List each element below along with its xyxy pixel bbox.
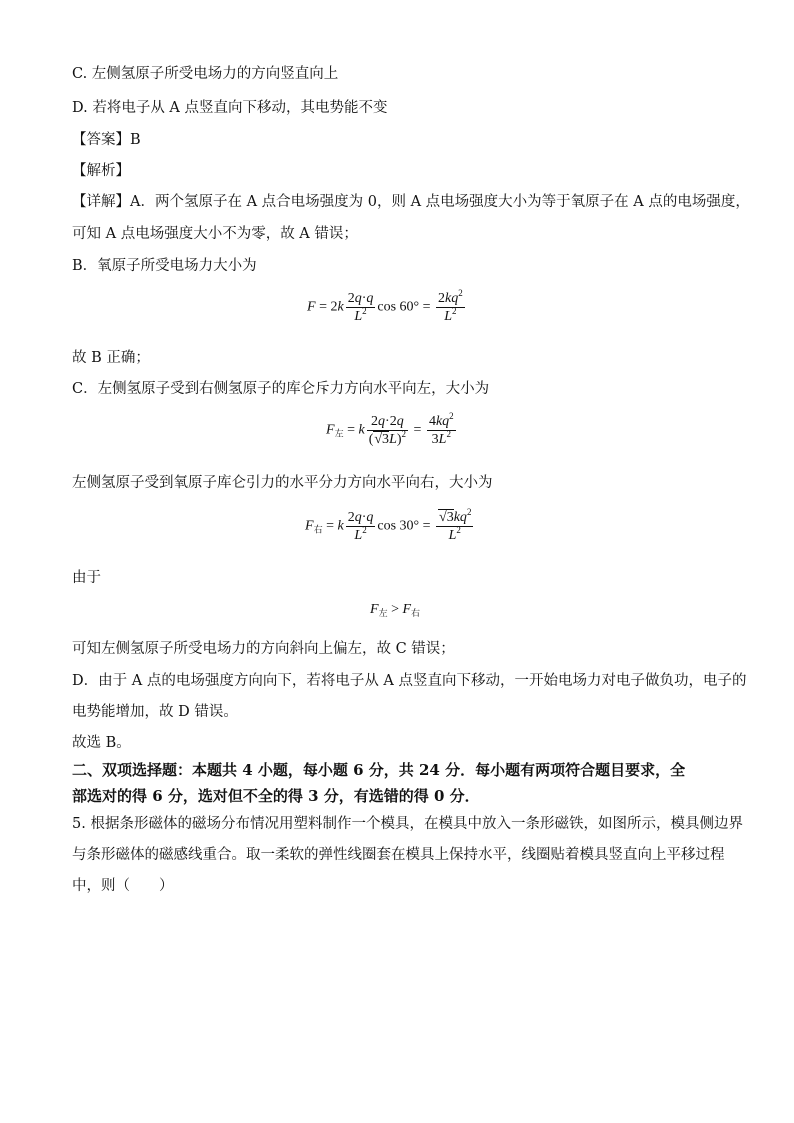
question5-line2: 与条形磁体的磁感线重合。取一柔软的弹性线圈套在模具上保持水平，线圈贴着模具竖直向上平移过程 <box>72 847 725 863</box>
section-heading-line1: 二、双项选择题：本题共 4 小题，每小题 6 分，共 24 分．每小题有两项符合题目要求，全 <box>72 761 686 779</box>
detail-b-line2: 故 B 正确； <box>72 350 150 366</box>
question5-line1: 5. 根据条形磁体的磁场分布情况用塑料制作一个模具，在模具中放入一条形磁铁，如图所示，模具侧边界 <box>72 816 743 832</box>
detail-d-line2: 电势能增加，故 D 错误。 <box>72 704 238 720</box>
detail-b-line1: B．氧原子所受电场力大小为 <box>72 258 257 274</box>
detail-a-line2: 可知 A 点电场强度大小不为零，故 A 错误； <box>72 226 358 242</box>
equation-right-force: $F_右 = k$ $\frac{2q\cdot q}{L^2}$ cos 30° = $\frac{√3kq^2}{L^2}$ <box>305 507 472 543</box>
answer-label: 【答案】B <box>72 132 141 148</box>
detail-c-line2: 左侧氢原子受到氧原子库仑引力的水平分力方向水平向右，大小为 <box>72 475 493 491</box>
equation-compare: $F_左 > F_右$ <box>370 602 421 618</box>
question5-line3: 中，则（ ） <box>72 878 174 894</box>
detail-c-line1: C．左侧氢原子受到右侧氢原子的库仑斥力方向水平向左，大小为 <box>72 381 490 397</box>
option-d: D. 若将电子从 A 点竖直向下移动，其电势能不变 <box>72 100 388 116</box>
option-c: C. 左侧氢原子所受电场力的方向竖直向上 <box>72 66 339 82</box>
choose-answer: 故选 B。 <box>72 735 131 751</box>
detail-c-line4: 可知左侧氢原子所受电场力的方向斜向上偏左，故 C 错误； <box>72 641 455 657</box>
detail-a-line1: 【详解】A．两个氢原子在 A 点合电场强度为 0，则 A 点电场强度大小为等于氧原子在 A 点的电场强度， <box>72 194 750 210</box>
section-heading-line2: 部选对的得 6 分，选对但不全的得 3 分，有选错的得 0 分． <box>72 787 480 805</box>
detail-d-line1: D．由于 A 点的电场强度方向向下，若将电子从 A 点竖直向下移动，一开始电场力对电子做负功，电子的 <box>72 673 747 689</box>
detail-c-line3: 由于 <box>72 570 101 586</box>
equation-oxygen-force: F = 2k $\frac{2q\cdot q}{L^2}$ cos 60° = $\frac{2kq^2}{L^2}$ <box>307 288 463 324</box>
equation-left-force: $F_左 = k$ $\frac{2q\cdot 2q}{(√3L)^2}$ = $\frac{4kq^2}{3L^2}$ <box>326 411 454 447</box>
analysis-label: 【解析】 <box>72 163 130 179</box>
